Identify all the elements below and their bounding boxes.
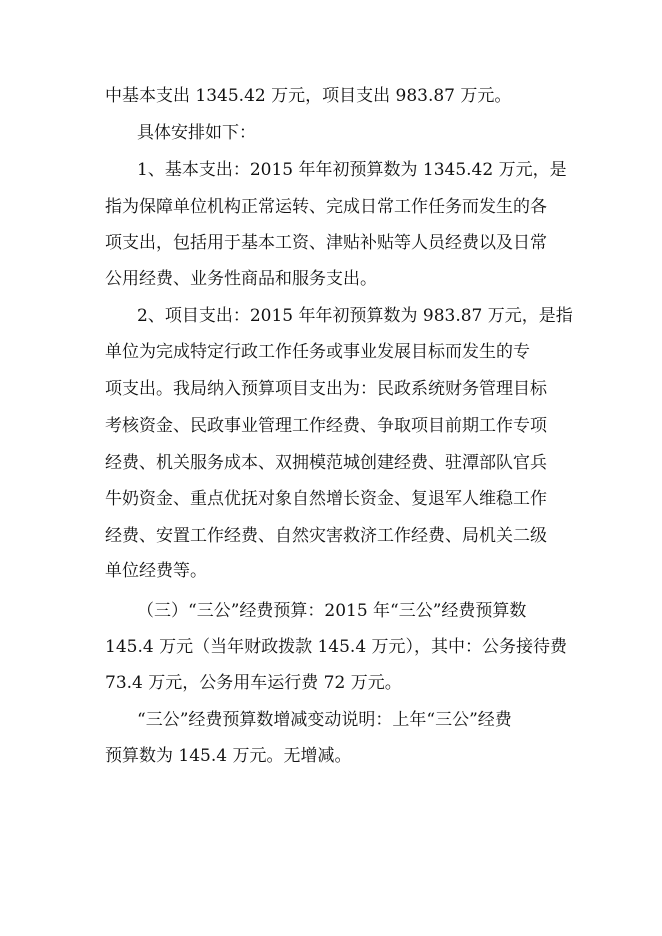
text-line: 单位经费等。 — [105, 561, 207, 581]
text-line: 73.4 万元，公务用车运行费 72 万元。 — [105, 673, 402, 693]
text-line: 中基本支出 1345.42 万元，项目支出 983.87 万元。 — [105, 86, 512, 106]
text-line: 项支出，包括用于基本工资、津贴补贴等人员经费以及日常 — [105, 233, 547, 253]
text-line: 单位为完成特定行政工作任务或事业发展目标而发生的专 — [105, 342, 530, 362]
text-line: 指为保障单位机构正常运转、完成日常工作任务而发生的各 — [105, 197, 547, 217]
text-line: 145.4 万元（当年财政拨款 145.4 万元），其中：公务接待费 — [105, 637, 568, 657]
text-line: 具体安排如下： — [137, 123, 256, 143]
text-line: 项支出。我局纳入预算项目支出为：民政系统财务管理目标 — [105, 379, 547, 399]
text-line: 1、基本支出：2015 年年初预算数为 1345.42 万元，是 — [137, 160, 567, 180]
text-line: 考核资金、民政事业管理工作经费、争取项目前期工作专项 — [105, 416, 547, 436]
text-line: 牛奶资金、重点优抚对象自然增长资金、复退军人维稳工作 — [105, 489, 547, 509]
text-line: 2、项目支出：2015 年年初预算数为 983.87 万元，是指 — [137, 306, 573, 326]
text-line: 经费、机关服务成本、双拥模范城创建经费、驻潭部队官兵 — [105, 453, 547, 473]
text-line: 公用经费、业务性商品和服务支出。 — [105, 269, 377, 289]
text-line: （三）“三公”经费预算：2015 年“三公”经费预算数 — [137, 601, 527, 621]
text-line: 预算数为 145.4 万元。无增减。 — [105, 746, 352, 766]
text-line: “三公”经费预算数增减变动说明：上年“三公”经费 — [137, 710, 512, 730]
text-line: 经费、安置工作经费、自然灾害救济工作经费、局机关二级 — [105, 526, 547, 546]
